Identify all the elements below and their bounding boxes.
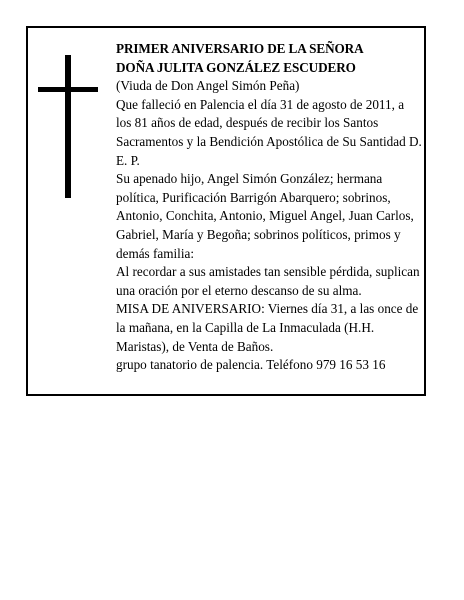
- widow-line: (Viuda de Don Angel Simón Peña): [116, 78, 300, 94]
- notice-title-line-2: DOÑA JULITA GONZÁLEZ ESCUDERO: [116, 59, 356, 75]
- notice-title-line-1: PRIMER ANIVERSARIO DE LA SEÑORA: [116, 41, 364, 56]
- obituary-notice: [26, 26, 426, 396]
- request-paragraph: Al recordar a sus amistades tan sensible pérdida, suplican una oración por el eterno descanso de su alma.: [116, 264, 420, 298]
- cross-vertical-bar: [65, 55, 71, 198]
- cross-icon: [38, 55, 98, 198]
- family-paragraph: Su apenado hijo, Angel Simón González; hermana política, Purificación Barrigón Abarquero; sobrinos, Antonio, Conchita, Antonio, Miguel Angel, Juan Carlos, Gabriel, María y Begoña; sobrinos políticos, primos y demás familia:: [116, 171, 414, 261]
- contact-line: grupo tanatorio de palencia. Teléfono 979 16 53 16: [116, 357, 386, 373]
- mass-paragraph: MISA DE ANIVERSARIO: Viernes día 31, a las once de la mañana, en la Capilla de La Inmaculada (H.H. Maristas), de Venta de Baños.: [116, 301, 419, 354]
- passing-paragraph: Que falleció en Palencia el día 31 de agosto de 2011, a los 81 años de edad, después de recibir los Santos Sacramentos y la Bendición Apostólica de Su Santidad D. E. P.: [116, 96, 422, 168]
- cross-horizontal-bar: [38, 87, 98, 92]
- notice-text: [116, 40, 422, 375]
